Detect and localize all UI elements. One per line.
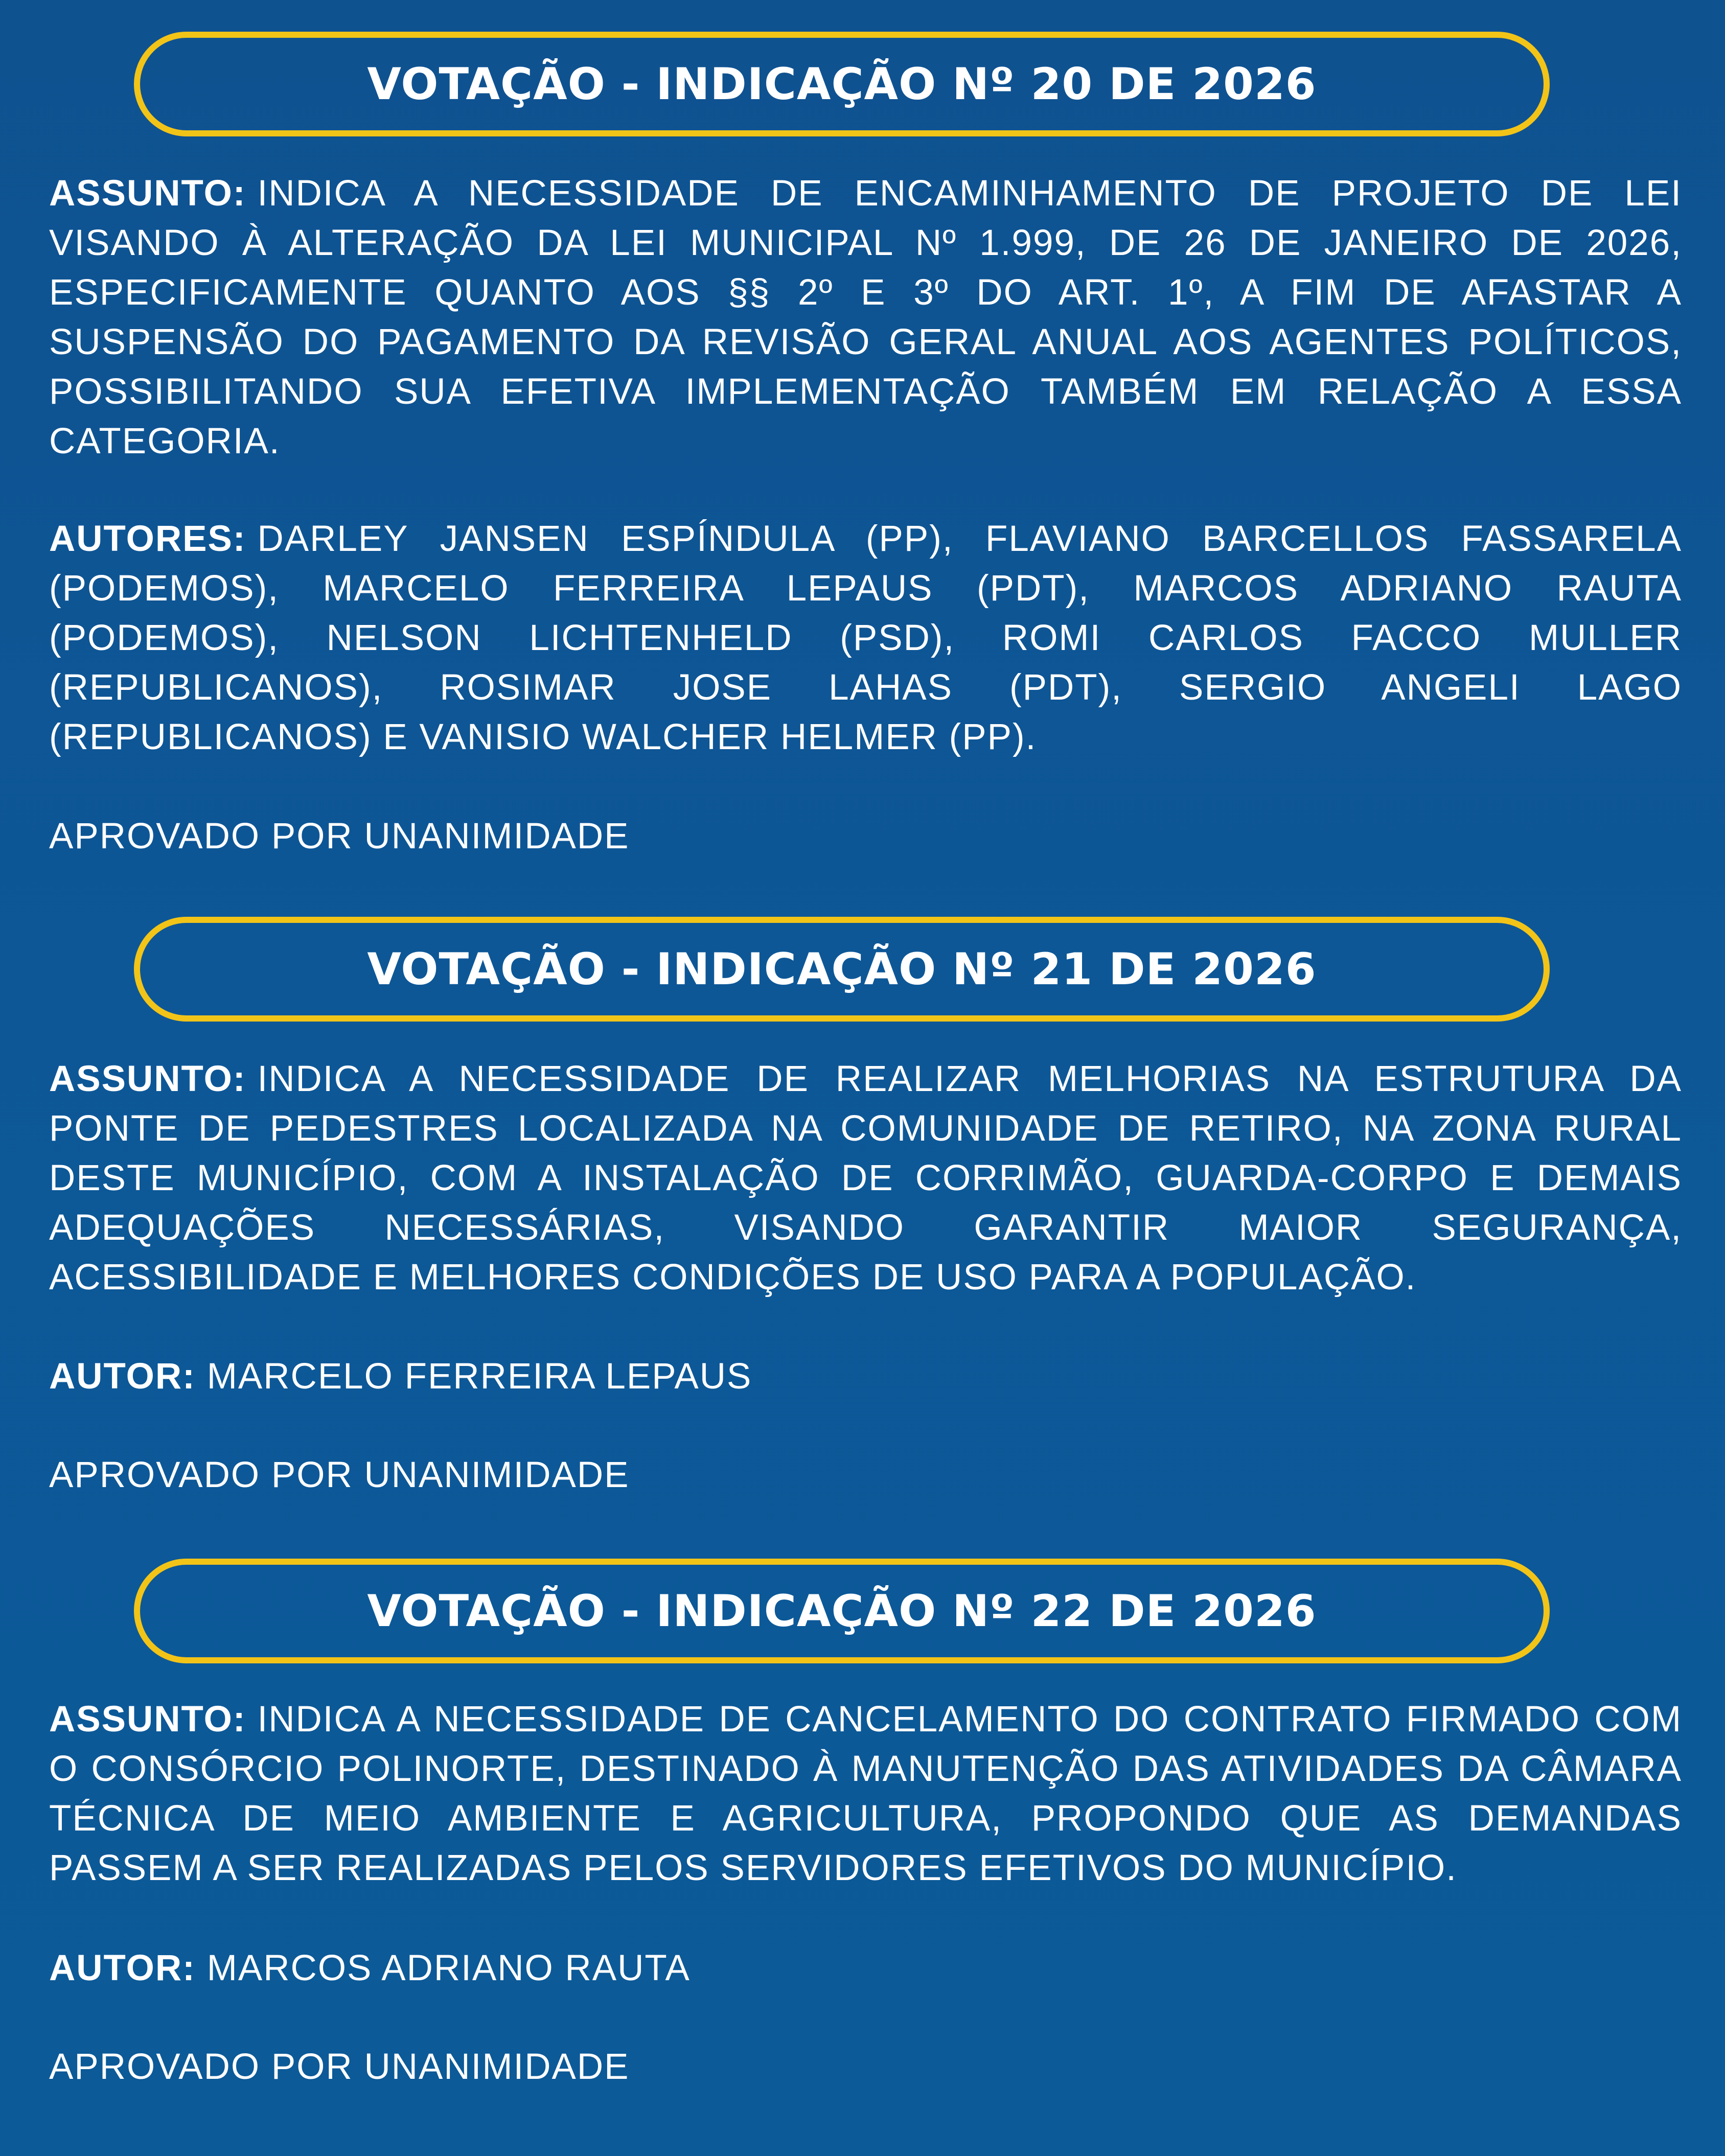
section-1-author-text: DARLEY JANSEN ESPÍNDULA (PP), FLAVIANO BARCELLOS FASSARELA (PODEMOS), MARCELO FERREIRA LEPAUS (PDT), MARCOS ADRIANO RAUTA (PODEMOS), NELSON LICHTENHELD (PSD), ROMI CARLOS FACCO MULLER (REPUBLICANOS), ROSIMAR JOSE LAHAS (PDT), SERGIO ANGELI LAGO (REPUBLICANOS) E VANISIO WALCHER HELMER (PP). [49,519,1682,757]
section-1-subject-text: INDICA A NECESSIDADE DE ENCAMINHAMENTO DE PROJETO DE LEI VISANDO À ALTERAÇÃO DA LEI MUNICIPAL Nº 1.999, DE 26 DE JANEIRO DE 2026, ESPECIFICAMENTE QUANTO AOS §§ 2º E 3º DO ART. 1º, A FIM DE AFASTAR A SUSPENSÃO DO PAGAMENTO DA REVISÃO GERAL ANUAL AOS AGENTES POLÍTICOS, POSSIBILITANDO SUA EFETIVA IMPLEMENTAÇÃO TAMBÉM EM RELAÇÃO A ESSA CATEGORIA. [49,173,1682,461]
section-1-author-label: AUTORES: [49,519,246,559]
section-3-result: APROVADO POR UNANIMIDADE [49,2047,630,2087]
section-1-subject-label: ASSUNTO: [49,173,246,214]
section-3-author-text: MARCOS ADRIANO RAUTA [206,1948,691,1988]
section-2-subject [49,1054,1682,1302]
section-2-title-pill [134,917,1550,1022]
section-2-body [49,1054,1682,1302]
section-2-result-block [49,1450,1682,1500]
section-3-author [49,1943,1682,1993]
section-2-subject-label: ASSUNTO: [49,1059,246,1099]
section-2-author-label: AUTOR: [49,1356,196,1397]
section-3-subject [49,1695,1682,1893]
section-1-result: APROVADO POR UNANIMIDADE [49,816,630,856]
section-3-title: VOTAÇÃO - INDICAÇÃO Nº 22 DE 2026 [367,1585,1317,1637]
section-3-subject-text: INDICA A NECESSIDADE DE CANCELAMENTO DO CONTRATO FIRMADO COM O CONSÓRCIO POLINORTE, DESTINADO À MANUTENÇÃO DAS ATIVIDADES DA CÂMARA TÉCNICA DE MEIO AMBIENTE E AGRICULTURA, PROPONDO QUE AS DEMANDAS PASSEM A SER REALIZADAS PELOS SERVIDORES EFETIVOS DO MUNICÍPIO. [49,1699,1682,1888]
section-1-body [49,169,1682,466]
section-2-author-text: MARCELO FERREIRA LEPAUS [206,1356,752,1397]
section-3-authors [49,1943,1682,1993]
section-1-subject [49,169,1682,466]
section-2-result: APROVADO POR UNANIMIDADE [49,1455,630,1495]
section-1-result-block [49,812,1682,861]
section-3-author-label: AUTOR: [49,1948,196,1988]
section-1-author [49,514,1682,762]
section-2-authors [49,1352,1682,1401]
section-2-author [49,1352,1682,1401]
section-1-authors [49,514,1682,762]
section-3-body [49,1695,1682,1893]
section-3-result-block [49,2042,1682,2092]
section-2-title: VOTAÇÃO - INDICAÇÃO Nº 21 DE 2026 [367,943,1317,995]
section-1-title-pill [134,32,1550,136]
section-3-subject-label: ASSUNTO: [49,1699,246,1740]
section-2-subject-text: INDICA A NECESSIDADE DE REALIZAR MELHORIAS NA ESTRUTURA DA PONTE DE PEDESTRES LOCALIZADA NA COMUNIDADE DE RETIRO, NA ZONA RURAL DESTE MUNICÍPIO, COM A INSTALAÇÃO DE CORRIMÃO, GUARDA-CORPO E DEMAIS ADEQUAÇÕES NECESSÁRIAS, VISANDO GARANTIR MAIOR SEGURANÇA, ACESSIBILIDADE E MELHORES CONDIÇÕES DE USO PARA A POPULAÇÃO. [49,1059,1682,1297]
section-1-title: VOTAÇÃO - INDICAÇÃO Nº 20 DE 2026 [367,58,1317,110]
section-3-title-pill [134,1559,1550,1663]
